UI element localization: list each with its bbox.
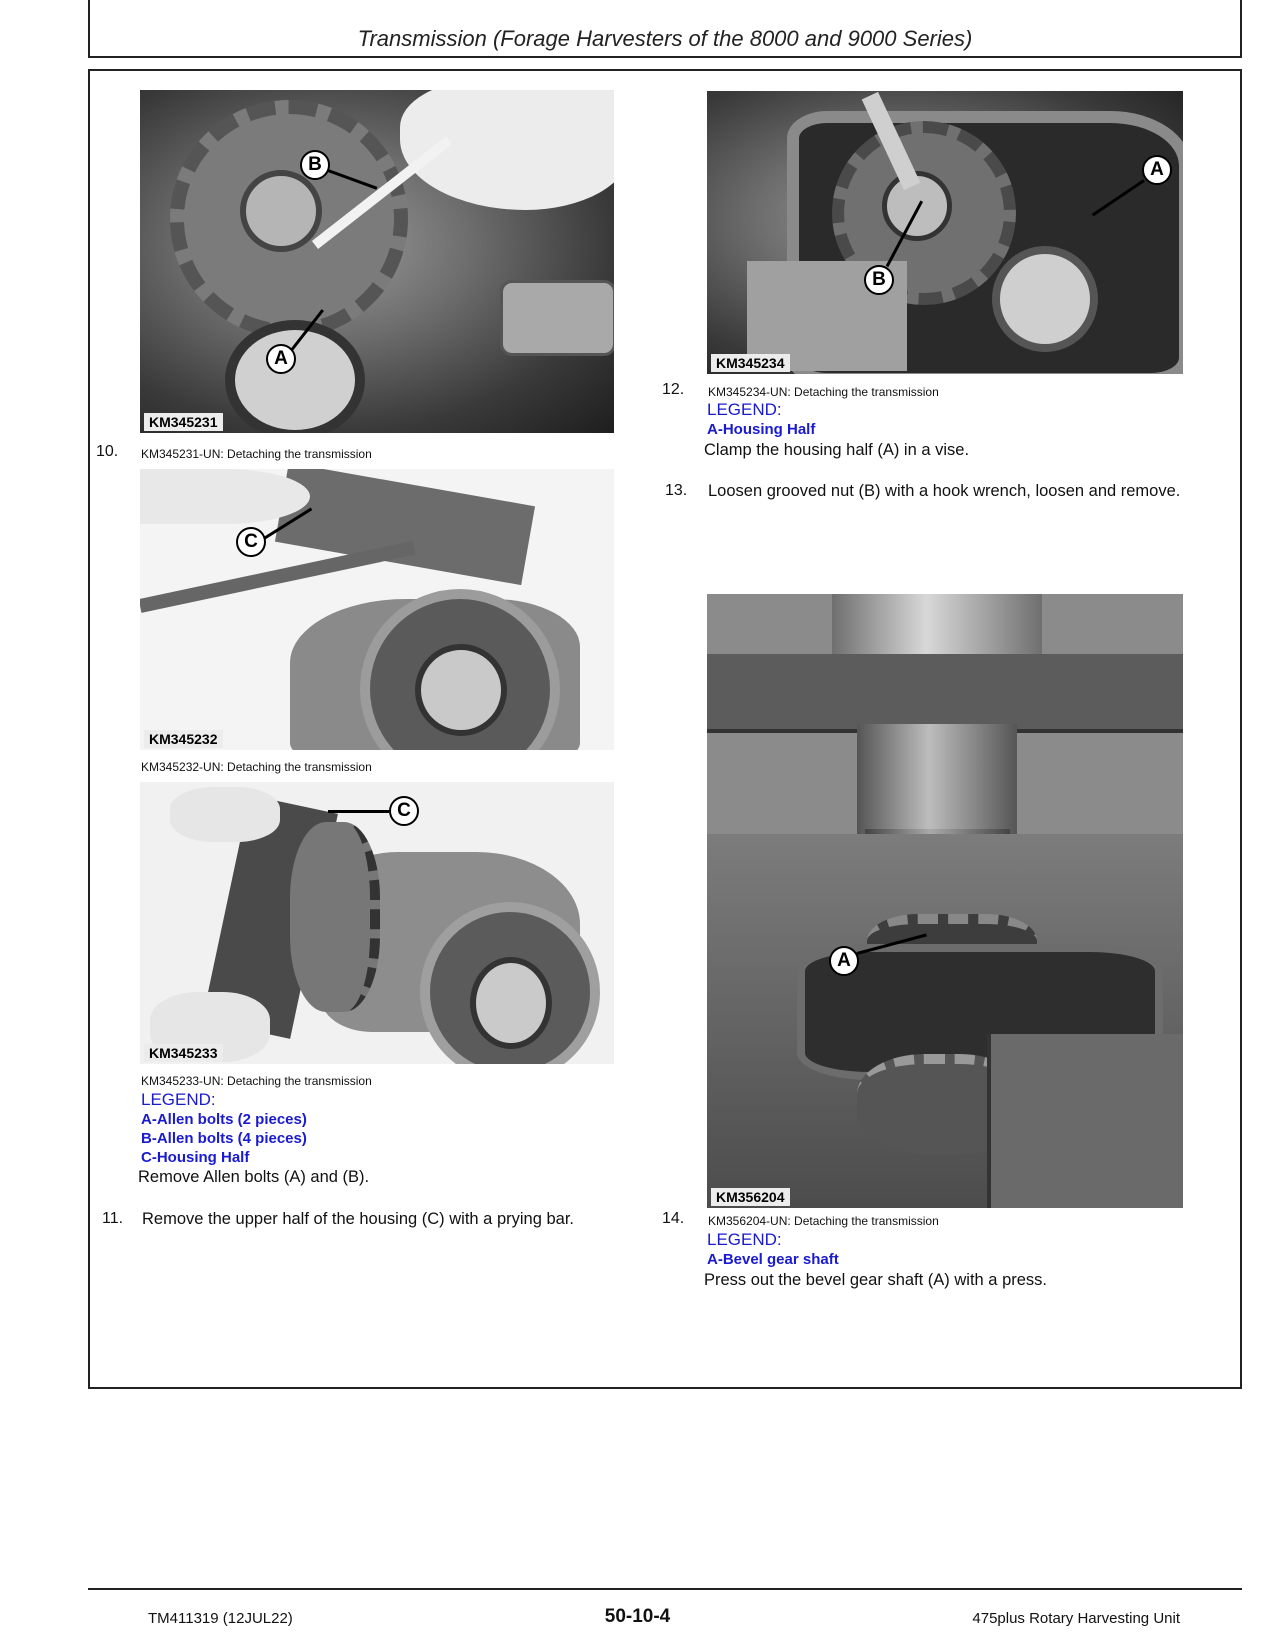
callout-b: B <box>300 150 330 180</box>
step-13-number: 13. <box>665 482 688 499</box>
vise-rail-shape <box>987 1034 1183 1208</box>
callout-a: A <box>829 946 859 976</box>
step-13-text: Loosen grooved nut (B) with a hook wrench, loosen and remove. <box>708 482 1181 500</box>
press-frame-shape <box>707 654 1183 733</box>
step-10-number: 10. <box>96 443 119 460</box>
legend-item-b: B-Allen bolts (4 pieces) <box>141 1130 307 1147</box>
caption-km345233: KM345233-UN: Detaching the transmission <box>141 1074 372 1088</box>
flange-bore-shape <box>415 644 507 736</box>
step-11-text: Remove the upper half of the housing (C) with a prying bar. <box>142 1210 574 1228</box>
page-title: Transmission (Forage Harvesters of the 8000 and 9000 Series) <box>357 26 973 51</box>
caption-km356204: KM356204-UN: Detaching the transmission <box>708 1214 939 1228</box>
photo-km345233 <box>140 782 614 1064</box>
photo-id-label: KM345232 <box>144 730 223 748</box>
gear-hub-shape <box>240 170 322 252</box>
photo-km345234 <box>707 91 1183 374</box>
callout-b: B <box>864 265 894 295</box>
photo-id-label: KM345233 <box>144 1044 223 1062</box>
footer-rule <box>88 1588 1242 1590</box>
footer-page-number: 50-10-4 <box>604 1606 671 1627</box>
legend-heading: LEGEND: <box>707 1230 782 1249</box>
caption-km345231: KM345231-UN: Detaching the transmission <box>141 447 372 461</box>
legend-item-c: C-Housing Half <box>141 1149 250 1166</box>
caption-km345234: KM345234-UN: Detaching the transmission <box>708 385 939 399</box>
output-shaft-shape <box>500 280 614 356</box>
footer-doc-id: TM411319 (12JUL22) <box>148 1610 293 1627</box>
step-12-number: 12. <box>662 381 685 398</box>
bearing-bore-shape <box>225 320 365 433</box>
legend-item-a: A-Housing Half <box>707 421 816 438</box>
photo-id-label: KM345234 <box>711 354 790 372</box>
legend-heading: LEGEND: <box>141 1090 216 1109</box>
callout-c: C <box>389 796 419 826</box>
callout-a: A <box>1142 155 1172 185</box>
glove-shape <box>170 787 280 842</box>
legend-item-a: A-Allen bolts (2 pieces) <box>141 1111 307 1128</box>
photo-km356204 <box>707 594 1183 1208</box>
callout-c-arrow <box>328 810 389 813</box>
photo-km345231 <box>140 90 614 433</box>
instruction-clamp-housing: Clamp the housing half (A) in a vise. <box>704 441 970 459</box>
caption-km345232: KM345232-UN: Detaching the transmission <box>141 760 372 774</box>
step-11-number: 11. <box>102 1210 124 1227</box>
photo-id-label: KM356204 <box>711 1188 790 1206</box>
instruction-remove-bolts: Remove Allen bolts (A) and (B). <box>138 1168 370 1186</box>
bearing-bore-shape <box>992 246 1098 352</box>
step-14-number: 14. <box>662 1210 685 1227</box>
photo-id-label: KM345231 <box>144 413 223 431</box>
flange-bore-shape <box>470 957 552 1049</box>
footer-manual-title: 475plus Rotary Harvesting Unit <box>972 1610 1180 1627</box>
callout-c: C <box>236 527 266 557</box>
bevel-gear-shape <box>290 822 380 1012</box>
glove-shape <box>140 469 310 524</box>
legend-item-a: A-Bevel gear shaft <box>707 1251 839 1268</box>
page-header <box>88 0 1242 58</box>
instruction-press-shaft: Press out the bevel gear shaft (A) with a press. <box>704 1271 1047 1289</box>
photo-km345232 <box>140 469 614 750</box>
legend-heading: LEGEND: <box>707 400 782 419</box>
callout-a: A <box>266 344 296 374</box>
